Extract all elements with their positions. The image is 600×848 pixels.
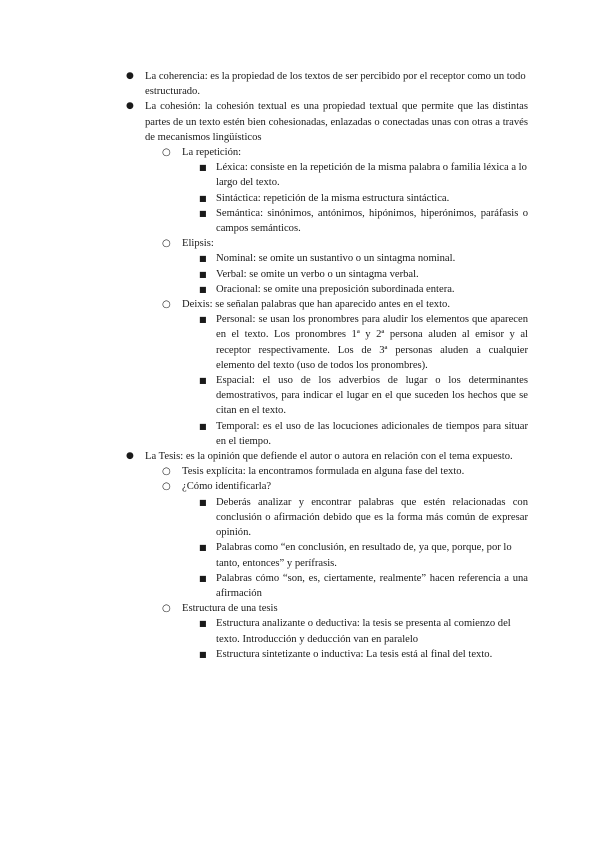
list-item-text: Léxica: consiste en la repetición de la misma palabra o familia léxica a lo largo del texto.: [216, 162, 527, 189]
list-item-level-3: [199, 495, 528, 541]
list-item-text: Verbal: se omite un verbo o un sintagma verbal.: [216, 268, 419, 280]
list-item-text: La cohesión: la cohesión textual es una propiedad textual que permite que las distintas partes de un texto estén bien cohesionadas, enlazadas o conectadas unas con otras a través de mecanismos lingüísticos: [145, 101, 528, 143]
bullet-disc-icon: ●: [126, 101, 134, 112]
list-item-level-3: [199, 282, 528, 297]
bullet-square-icon: ■: [199, 376, 207, 386]
bullet-disc-icon: ●: [126, 451, 134, 462]
bullet-square-icon: ■: [199, 421, 207, 431]
list-item-text: Espacial: el uso de los adverbios de lugar o los determinantes demostrativos, para indicar el lugar en el que suceden los hechos que se citan en el texto.: [216, 375, 528, 417]
list-item-text: Tesis explícita: la encontramos formulada en alguna fase del texto.: [182, 466, 465, 478]
list-item-text: Oracional: se omite una preposición subordinada entera.: [216, 283, 455, 295]
bullet-square-icon: ■: [199, 649, 207, 659]
list-item-level-1: [126, 449, 528, 464]
bullet-square-icon: ■: [199, 284, 207, 294]
list-item-level-2: [162, 145, 528, 160]
list-item-level-3: [199, 206, 528, 236]
bullet-square-icon: ■: [199, 497, 207, 507]
list-item-level-3: [199, 616, 528, 646]
list-item-text: Semántica: sinónimos, antónimos, hipónimos, hiperónimos, paráfasis o campos semánticos.: [216, 207, 528, 235]
bullet-circle-icon: ○: [162, 466, 171, 478]
list-item-level-3: [199, 251, 528, 266]
list-item-level-2: [162, 601, 528, 616]
bullet-square-icon: ■: [199, 163, 207, 173]
bullet-square-icon: ■: [199, 269, 207, 279]
list-item-text: Palabras como “en conclusión, en resultado de, ya que, porque, por lo tanto, entonces” y perífrasis.: [216, 542, 512, 569]
list-item-level-3: [199, 267, 528, 282]
list-item-level-2: [162, 479, 528, 494]
bullet-circle-icon: ○: [162, 147, 171, 159]
list-item-level-3: [199, 647, 528, 662]
list-item-level-1: [126, 69, 528, 99]
list-item-text: Palabras cómo “son, es, ciertamente, realmente” hacen referencia a una afirmación: [216, 572, 528, 599]
list-item-text: Deberás analizar y encontrar palabras que estén relacionadas con conclusión o afirmación debido que es la forma más común de expresar opinión.: [216, 496, 528, 539]
list-item-level-2: [162, 464, 528, 479]
list-item-level-3: [199, 419, 528, 449]
list-item-text: ¿Cómo identificarla?: [182, 481, 272, 493]
bullet-square-icon: ■: [199, 254, 207, 264]
list-item-level-3: [199, 191, 528, 206]
list-item-level-3: [199, 160, 528, 190]
list-item-text: Deixis: se señalan palabras que han aparecido antes en el texto.: [182, 299, 450, 311]
list-item-level-3: [199, 540, 528, 570]
list-item-level-1: [126, 99, 528, 145]
bullet-square-icon: ■: [199, 193, 207, 203]
list-item-level-3: [199, 312, 528, 373]
bullet-circle-icon: ○: [162, 299, 171, 311]
bullet-square-icon: ■: [199, 573, 207, 583]
list-item-text: Nominal: se omite un sustantivo o un sintagma nominal.: [216, 253, 456, 265]
list-item-text: Elipsis:: [182, 238, 214, 250]
list-item-text: La Tesis: es la opinión que defiende el autor o autora en relación con el tema expuesto.: [145, 451, 513, 463]
bullet-circle-icon: ○: [162, 238, 171, 250]
bullet-disc-icon: ●: [126, 71, 134, 81]
bullet-square-icon: ■: [199, 619, 207, 629]
list-item-text: La repetición:: [182, 147, 242, 159]
list-item-text: Sintáctica: repetición de la misma estructura sintáctica.: [216, 192, 450, 204]
list-item-text: Estructura de una tesis: [182, 603, 278, 615]
list-item-level-3: [199, 571, 528, 601]
bullet-square-icon: ■: [199, 543, 207, 553]
list-item-level-2: [162, 297, 528, 312]
list-item-text: Estructura analizante o deductiva: la tesis se presenta al comienzo del texto. Introducción y deducción van en paralelo: [216, 618, 511, 645]
bullet-circle-icon: ○: [162, 603, 171, 615]
list-item-text: Personal: se usan los pronombres para aludir los elementos que aparecen en el texto. Los pronombres 1ª y 2ª persona aluden al emisor y al receptor respectivamente. Los de 3ª personas aluden a cualquier elemento del texto (uso de todos los pronombres).: [216, 314, 528, 371]
list-item-text: La coherencia: es la propiedad de los textos de ser percibido por el receptor como un todo estructurado.: [145, 71, 526, 98]
list-item-text: Estructura sintetizante o inductiva: La tesis está al final del texto.: [216, 648, 493, 660]
bullet-square-icon: ■: [199, 208, 207, 218]
bullet-circle-icon: ○: [162, 481, 171, 493]
list-item-text: Temporal: es el uso de las locuciones adicionales de tiempos para situar en el tiempo.: [216, 420, 528, 447]
outline-list: [0, 69, 600, 662]
bullet-square-icon: ■: [199, 315, 207, 325]
list-item-level-2: [162, 236, 528, 251]
list-item-level-3: [199, 373, 528, 419]
